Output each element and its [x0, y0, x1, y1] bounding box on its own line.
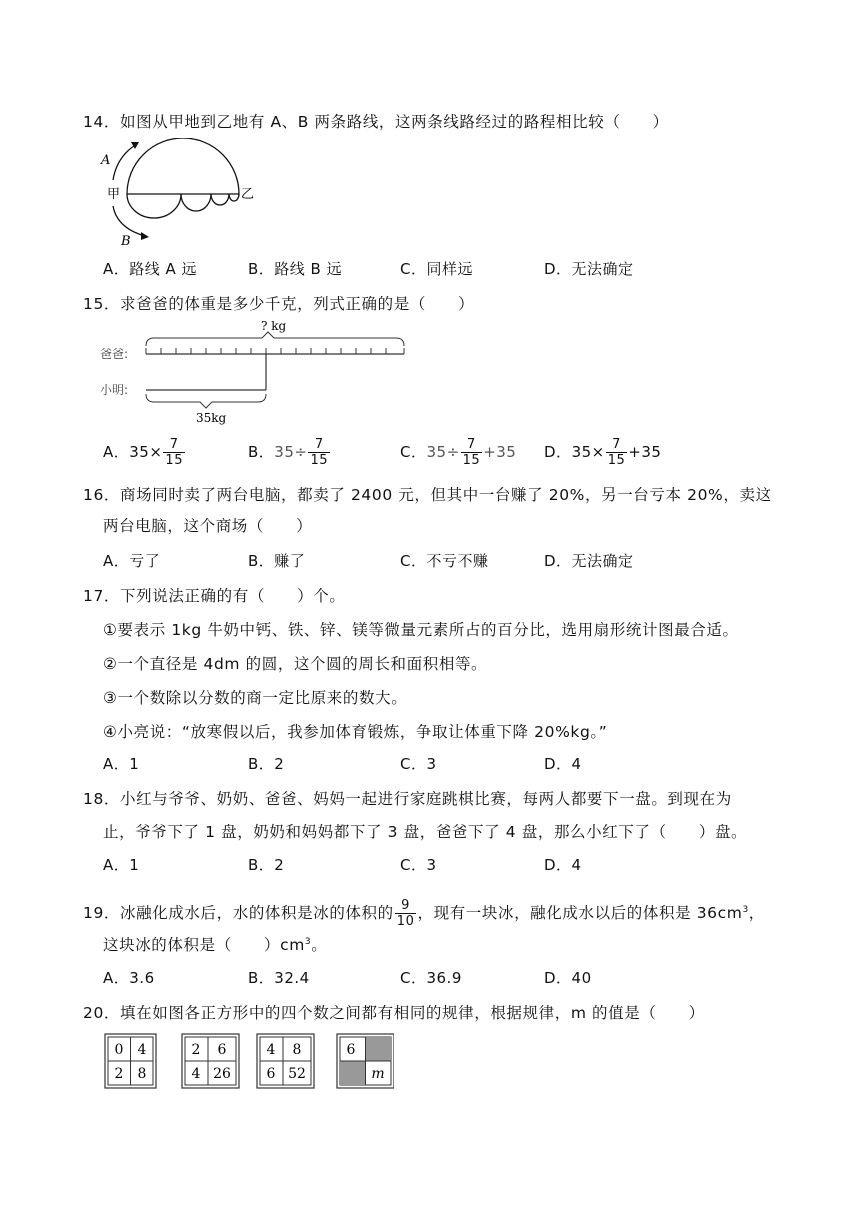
fraction: $\frac{7}{15}$ [310, 437, 328, 468]
cell: 4 [191, 1066, 201, 1082]
q15-top-label: ? kg [261, 319, 287, 333]
q16-text-line2: 两台电脑，这个商场（ ） [103, 517, 313, 535]
q14-label-end: 乙 [241, 187, 255, 202]
q19-text-line1: 19．冰融化成水后，水的体积是冰的体积的 $\frac{9}{10}$ ，现有一块冰，融化成水以后的体积是 $36cm^3$， [83, 898, 765, 930]
cell: 2 [191, 1042, 201, 1058]
square-2 [182, 1034, 239, 1088]
q16-text-line1: 16．商场同时卖了两台电脑，都卖了 2400 元，但其中一台赚了 20%，另一台亏本 20%，卖这 [83, 486, 772, 504]
cell: 2 [114, 1066, 124, 1082]
q16-option-a[interactable]: A．亏了 [103, 552, 161, 570]
q18-option-d[interactable]: D．4 [544, 856, 582, 874]
q17-option-a[interactable]: A．1 [103, 755, 140, 773]
fraction-nine-tenths: $\frac{9}{10}$ [396, 898, 415, 930]
fraction: $\frac{7}{15}$ [165, 437, 183, 468]
q14-text: 14．如图从甲地到乙地有 A、B 两条路线，这两条线路经过的路程相比较（ ） [83, 113, 669, 131]
q15-option-d[interactable]: D．35× $\frac{7}{15}$ +35 [544, 437, 662, 468]
q14-option-c[interactable]: C．同样远 [400, 260, 473, 278]
q14-option-d[interactable]: D．无法确定 [544, 260, 634, 278]
q15-row-dad: 爸爸: [100, 347, 129, 361]
q15-text: 15．求爸爸的体重是多少千克，列式正确的是（ ） [83, 295, 475, 313]
cell: 4 [266, 1042, 276, 1058]
q17-item-3: ③一个数除以分数的商一定比原来的数大。 [103, 689, 408, 707]
square-3 [257, 1034, 314, 1088]
q14-label-a: A [101, 153, 111, 168]
q16-option-d[interactable]: D．无法确定 [544, 552, 634, 570]
q19-option-c[interactable]: C．36.9 [400, 969, 462, 987]
q14-route-figure [95, 138, 265, 250]
q16-option-b[interactable]: B．赚了 [248, 552, 306, 570]
q15-tape-diagram [98, 314, 416, 426]
q20-text: 20．填在如图各正方形中的四个数之间都有相同的规律，根据规律，m 的值是（ ） [83, 1004, 705, 1022]
square-1 [105, 1034, 156, 1088]
q18-text-line2: 止，爷爷下了 1 盘，奶奶和妈妈都下了 3 盘，爸爸下了 4 盘，那么小红下了（ ）盘。 [103, 823, 748, 841]
cell: 52 [288, 1066, 306, 1082]
q20-number-squares [104, 1033, 394, 1093]
cell: 26 [213, 1066, 231, 1082]
q17-item-2: ②一个直径是 4dm 的圆，这个圆的周长和面积相等。 [103, 655, 488, 673]
q19-option-d[interactable]: D．40 [544, 969, 592, 987]
q15-bottom-label: 35kg [196, 411, 227, 425]
cell-unknown-m: m [371, 1066, 385, 1082]
q18-option-c[interactable]: C．3 [400, 856, 437, 874]
q15-row-xiaoming: 小明: [100, 383, 129, 397]
q19-text-line2: 这块冰的体积是（ ）$cm^3$。 [103, 936, 328, 954]
q18-option-b[interactable]: B．2 [248, 856, 285, 874]
q15-option-b[interactable]: B．35÷ $\frac{7}{15}$ [248, 437, 328, 468]
q17-option-c[interactable]: C．3 [400, 755, 437, 773]
q14-label-start: 甲 [107, 187, 121, 202]
q14-option-a[interactable]: A．路线 A 远 [103, 260, 198, 278]
cell: 6 [266, 1066, 276, 1082]
cell: 4 [137, 1042, 147, 1058]
q19-option-b[interactable]: B．32.4 [248, 969, 310, 987]
cell: 8 [292, 1042, 302, 1058]
q15-option-c[interactable]: C．35÷ $\frac{7}{15}$ +35 [400, 437, 517, 468]
q17-option-d[interactable]: D．4 [544, 755, 582, 773]
cell: 0 [114, 1042, 124, 1058]
q17-option-b[interactable]: B．2 [248, 755, 285, 773]
q19-option-a[interactable]: A．3.6 [103, 969, 155, 987]
q18-text-line1: 18．小红与爷爷、奶奶、爸爸、妈妈一起进行家庭跳棋比赛，每两人都要下一盘。到现在为 [83, 790, 732, 808]
cell: 6 [346, 1042, 356, 1058]
cell: 8 [137, 1066, 147, 1082]
q17-text: 17．下列说法正确的有（ ）个。 [83, 587, 346, 605]
q15-option-a[interactable]: A．35× $\frac{7}{15}$ [103, 437, 183, 468]
q14-label-b: B [121, 234, 131, 249]
fraction: $\frac{7}{15}$ [462, 437, 481, 468]
q17-item-1: ①要表示 1kg 牛奶中钙、铁、锌、镁等微量元素所占的百分比，选用扇形统计图最合适。 [103, 621, 739, 639]
q16-option-c[interactable]: C．不亏不赚 [400, 552, 489, 570]
q14-option-b[interactable]: B．路线 B 远 [248, 260, 343, 278]
q18-option-a[interactable]: A．1 [103, 856, 140, 874]
square-4 [337, 1034, 394, 1088]
q17-item-4: ④小亮说：“放寒假以后，我参加体育锻炼，争取让体重下降 20%kg。” [103, 723, 608, 741]
fraction: $\frac{7}{15}$ [607, 437, 626, 468]
cell: 6 [217, 1042, 227, 1058]
